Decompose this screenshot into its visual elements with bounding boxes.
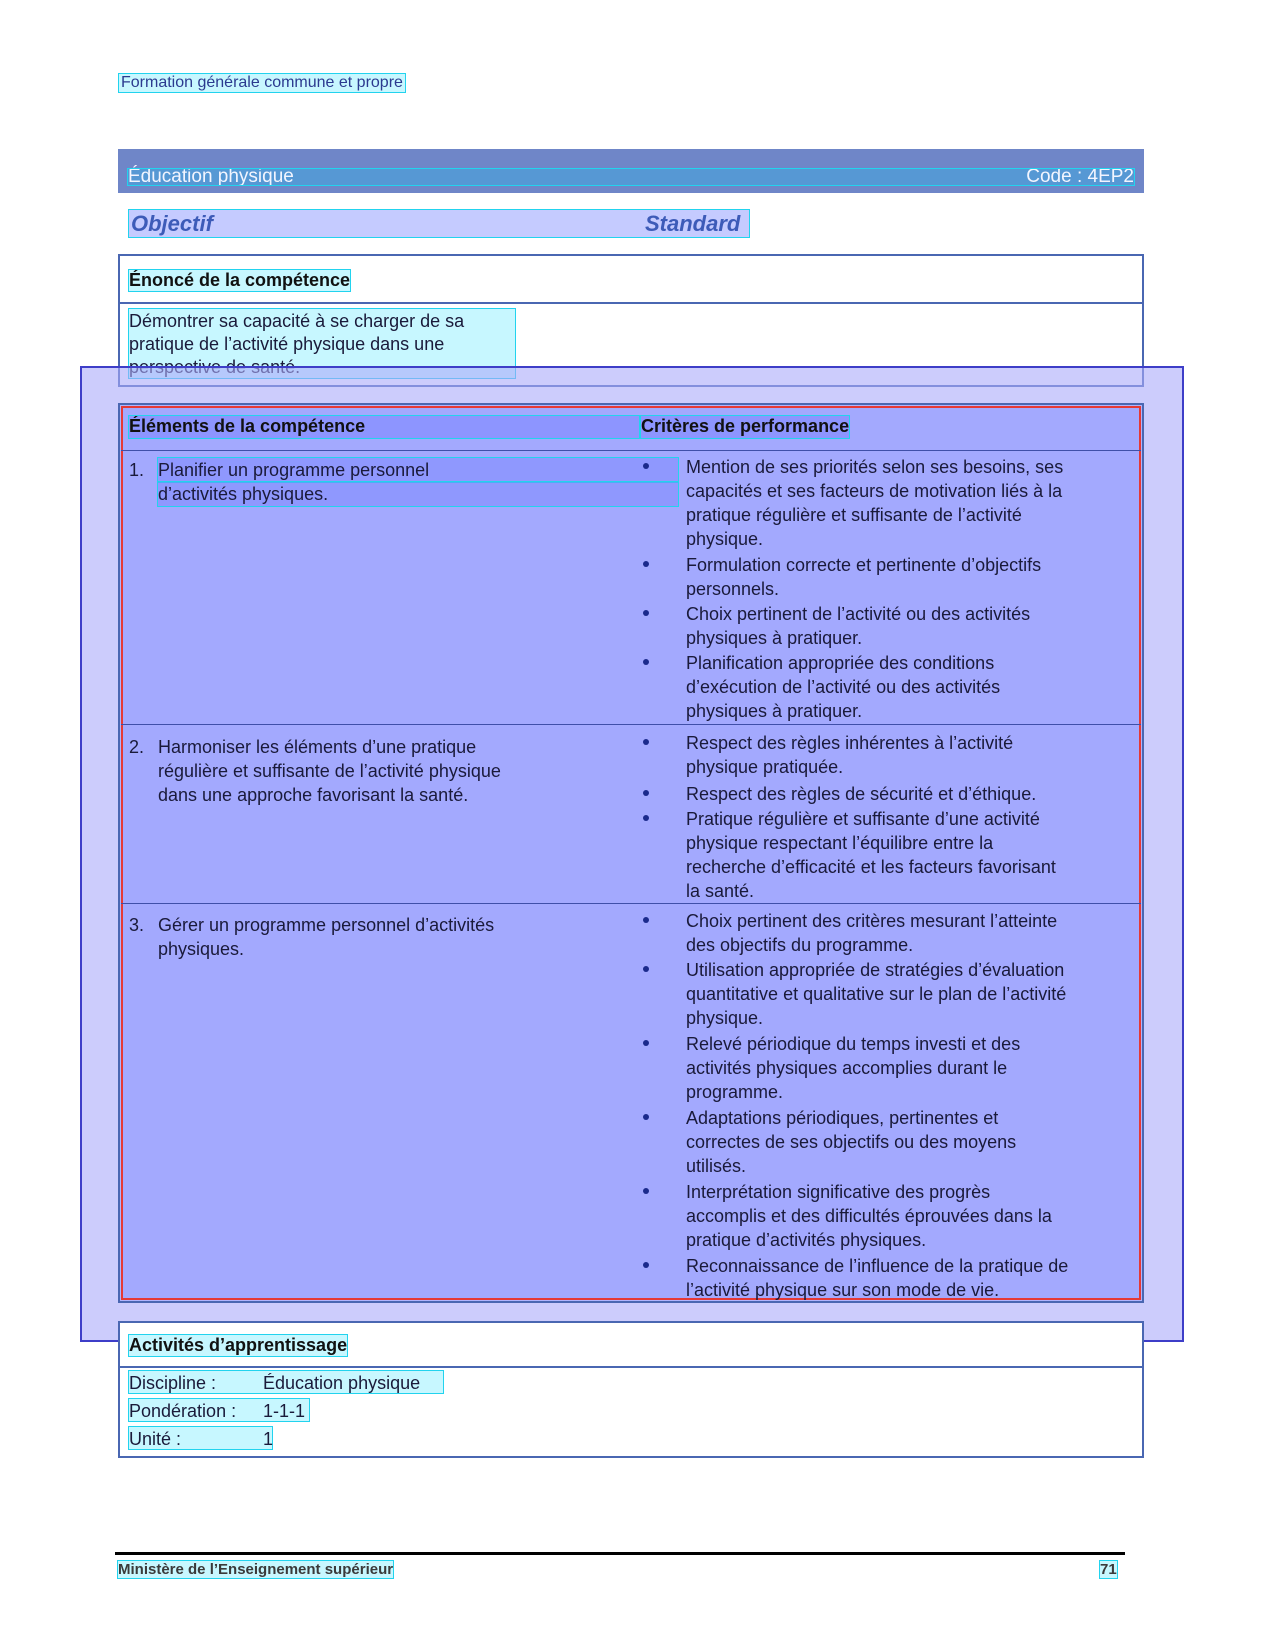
element-number: 3. (129, 915, 145, 935)
bullet-icon (643, 815, 649, 821)
activites-label: Unité : (129, 1429, 182, 1449)
element-line: Harmoniser les éléments d’une pratique (158, 737, 477, 757)
element-line: d’activités physiques. (158, 482, 678, 506)
criterion-line: physiques à pratiquer. (686, 701, 863, 721)
table-divider (121, 450, 1141, 451)
criterion-line: recherche d’efficacité et les facteurs favorisant (686, 857, 1056, 877)
course-title-bar (118, 149, 1144, 193)
criterion-line: physique pratiquée. (686, 757, 844, 777)
criterion-line: physique respectant l’équilibre entre la (686, 833, 994, 853)
criterion-line: l’activité physique sur son mode de vie. (686, 1280, 1000, 1300)
activites-row (129, 1399, 309, 1421)
bullet-icon (643, 463, 649, 469)
course-title: Éducation physique (128, 166, 294, 187)
activites-row (129, 1427, 272, 1449)
activites-label: Pondération : (129, 1401, 237, 1421)
bullet-icon (643, 790, 649, 796)
criterion-line: Choix pertinent des critères mesurant l’atteinte (686, 911, 1058, 931)
bullet-icon (643, 1262, 649, 1268)
enonce-divider (120, 302, 1142, 304)
element-number: 1. (129, 460, 145, 480)
criterion-line: accomplis et des difficultés éprouvées dans la (686, 1206, 1052, 1226)
criterion-line: Reconnaissance de l’influence de la pratique de (686, 1256, 1069, 1276)
enonce-line: pratique de l’activité physique dans une (129, 334, 445, 354)
activites-value: 1-1-1 (263, 1401, 306, 1421)
criterion-line: activités physiques accomplies durant le (686, 1058, 1008, 1078)
footer-rule (115, 1552, 1125, 1555)
col-head-criteria: Critères de performance (641, 416, 850, 436)
element-number: 2. (129, 737, 145, 757)
objective-standard-row (129, 210, 749, 237)
bullet-icon (643, 966, 649, 972)
criterion-line: capacités et ses facteurs de motivation liés à la (686, 481, 1063, 501)
bullet-icon (643, 1114, 649, 1120)
criterion-line: pratique d’activités physiques. (686, 1230, 927, 1250)
criterion-line: physique. (686, 1008, 764, 1028)
element-text (158, 458, 678, 504)
criterion-line: Choix pertinent de l’activité ou des activités (686, 604, 1031, 624)
bullet-icon (643, 610, 649, 616)
criterion-line: utilisés. (686, 1156, 747, 1176)
activites-label: Discipline : (129, 1373, 217, 1393)
criterion-line: la santé. (686, 881, 755, 901)
activites-heading: Activités d’apprentissage (129, 1335, 348, 1355)
criterion-line: Adaptations périodiques, pertinentes et (686, 1108, 999, 1128)
criterion-line: physique. (686, 529, 764, 549)
bullet-icon (643, 739, 649, 745)
activites-divider (120, 1366, 1142, 1368)
course-title-row (128, 166, 1134, 187)
col-head-elements: Éléments de la compétence (129, 416, 639, 438)
footer-ministry: Ministère de l’Enseignement supérieur (118, 1561, 394, 1578)
table-divider (121, 903, 1141, 904)
enonce-heading: Énoncé de la compétence (129, 270, 351, 290)
criterion-line: d’exécution de l’activité ou des activités (686, 677, 1001, 697)
running-header: Formation générale commune et propre (121, 74, 403, 91)
bullet-icon (643, 659, 649, 665)
activites-value: 1 (263, 1429, 274, 1449)
criterion-line: Respect des règles inhérentes à l’activité (686, 733, 1014, 753)
criterion-line: des objectifs du programme. (686, 935, 914, 955)
criterion-line: pratique régulière et suffisante de l’activité (686, 505, 1022, 525)
element-line: régulière et suffisante de l’activité physique (158, 761, 501, 781)
criterion-line: correctes de ses objectifs ou des moyens (686, 1132, 1017, 1152)
criterion-line: Interprétation significative des progrès (686, 1182, 991, 1202)
bullet-icon (643, 1188, 649, 1194)
criterion-line: personnels. (686, 579, 780, 599)
criterion-line: Relevé périodique du temps investi et des (686, 1034, 1021, 1054)
element-line: dans une approche favorisant la santé. (158, 785, 469, 805)
standard-label: Standard (645, 211, 741, 236)
activites-row (129, 1371, 443, 1393)
course-code: Code : 4EP2 (1026, 166, 1134, 187)
bullet-icon (643, 561, 649, 567)
table-divider (121, 724, 1141, 725)
bullet-icon (643, 917, 649, 923)
element-line: physiques. (158, 939, 245, 959)
objectif-label: Objectif (131, 211, 213, 236)
element-line: Planifier un programme personnel (158, 458, 678, 482)
bullet-icon (643, 1040, 649, 1046)
criterion-line: Respect des règles de sécurité et d’éthique. (686, 784, 1037, 804)
page-number: 71 (1100, 1561, 1117, 1578)
criterion-line: Mention de ses priorités selon ses besoins, ses (686, 457, 1064, 477)
criterion-line: Planification appropriée des conditions (686, 653, 995, 673)
criterion-line: quantitative et qualitative sur le plan de l’activité (686, 984, 1067, 1004)
enonce-line: Démontrer sa capacité à se charger de sa (129, 311, 465, 331)
criterion-line: Utilisation appropriée de stratégies d’évaluation (686, 960, 1065, 980)
element-line: Gérer un programme personnel d’activités (158, 915, 495, 935)
criterion-line: Formulation correcte et pertinente d’objectifs (686, 555, 1042, 575)
criterion-line: Pratique régulière et suffisante d’une activité (686, 809, 1040, 829)
criterion-line: programme. (686, 1082, 784, 1102)
activites-value: Éducation physique (263, 1373, 421, 1393)
criterion-line: physiques à pratiquer. (686, 628, 863, 648)
